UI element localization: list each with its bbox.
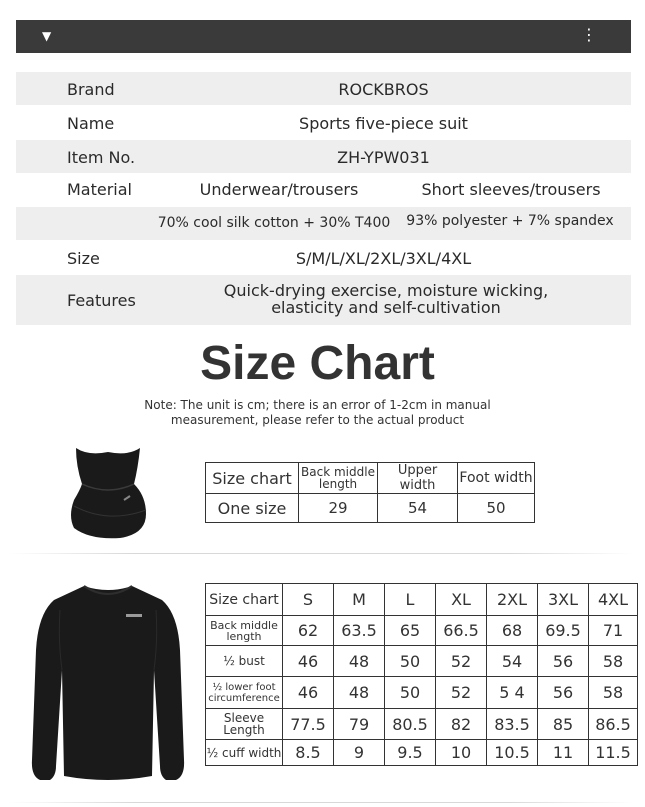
gaiter-header-foot-width: Foot width — [458, 463, 535, 494]
shirt-row-cuff-width — [206, 740, 638, 766]
gaiter-cell: 29 — [299, 494, 378, 523]
spec-row-brand — [16, 72, 631, 105]
spec-label: Name — [67, 114, 115, 133]
shirt-cell: 63.5 — [334, 616, 385, 646]
shirt-cell: 11.5 — [589, 740, 638, 766]
features-line-2: elasticity and self-cultivation — [271, 298, 501, 317]
gaiter-header-back-middle: Back middle length — [299, 463, 378, 494]
material-detail-1: 70% cool silk cotton + 30% T400 — [157, 215, 391, 231]
shirt-row-sleeve-length — [206, 709, 638, 740]
shirt-cell: 62 — [283, 616, 334, 646]
shirt-cell: 69.5 — [538, 616, 589, 646]
material-col-1: Underwear/trousers — [199, 180, 359, 199]
spec-table — [16, 72, 631, 325]
shirt-cell: 80.5 — [385, 709, 436, 740]
shirt-cell: 46 — [283, 677, 334, 709]
note-line-1: Note: The unit is cm; there is an error of 1-2cm in manual — [144, 398, 491, 412]
top-bar — [16, 20, 631, 53]
shirt-cell: 85 — [538, 709, 589, 740]
shirt-cell: 50 — [385, 646, 436, 677]
spec-label: Material — [67, 180, 132, 199]
spec-label: Item No. — [67, 148, 136, 167]
shirt-cell: 9.5 — [385, 740, 436, 766]
spec-label: Size — [67, 249, 100, 268]
shirt-cell: 58 — [589, 646, 638, 677]
shirt-cell: 10 — [436, 740, 487, 766]
shirt-row-bust — [206, 646, 638, 677]
shirt-cell: 52 — [436, 677, 487, 709]
more-menu-icon[interactable]: ⋮ — [581, 25, 597, 44]
gaiter-header-size-chart: Size chart — [206, 463, 299, 494]
spec-label: Brand — [67, 80, 115, 99]
shirt-cell: 5 4 — [487, 677, 538, 709]
material-col-2: Short sleeves/trousers — [421, 180, 601, 199]
shirt-header-size: 2XL — [487, 584, 538, 616]
size-chart-title: Size Chart — [200, 337, 435, 390]
shirt-header-size: 4XL — [589, 584, 638, 616]
caret-down-icon[interactable]: ▼ — [42, 29, 52, 43]
shirt-row-lower-foot — [206, 677, 638, 709]
shirt-cell: 71 — [589, 616, 638, 646]
shirt-cell: 65 — [385, 616, 436, 646]
shirt-cell: 52 — [436, 646, 487, 677]
shirt-size-table — [205, 583, 638, 766]
spec-row-item-no — [16, 140, 631, 173]
shirt-cell: 83.5 — [487, 709, 538, 740]
gaiter-cell: 54 — [378, 494, 458, 523]
shirt-cell: 58 — [589, 677, 638, 709]
shirt-cell: 54 — [487, 646, 538, 677]
shirt-header-size: 3XL — [538, 584, 589, 616]
spec-row-material-detail — [16, 207, 631, 240]
spec-row-name — [16, 105, 631, 140]
shirt-cell: 56 — [538, 677, 589, 709]
bottom-divider — [8, 802, 633, 803]
shirt-cell: 10.5 — [487, 740, 538, 766]
spec-row-size — [16, 240, 631, 275]
section-divider — [8, 553, 633, 554]
spec-value: ZH-YPW031 — [337, 148, 430, 167]
shirt-cell: 68 — [487, 616, 538, 646]
shirt-cell: 77.5 — [283, 709, 334, 740]
shirt-header-size: L — [385, 584, 436, 616]
gaiter-row-label: One size — [206, 494, 299, 523]
shirt-header-size: M — [334, 584, 385, 616]
spec-value: ROCKBROS — [338, 80, 429, 99]
gaiter-header-upper-width: Upper width — [378, 463, 458, 494]
shirt-cell: 50 — [385, 677, 436, 709]
spec-value: S/M/L/XL/2XL/3XL/4XL — [295, 249, 472, 268]
spec-row-features — [16, 275, 631, 325]
shirt-cell: 11 — [538, 740, 589, 766]
shirt-cell: 48 — [334, 677, 385, 709]
shirt-cell: 66.5 — [436, 616, 487, 646]
shirt-cell: 79 — [334, 709, 385, 740]
shirt-header-size-chart: Size chart — [206, 584, 283, 616]
shirt-row-label: Sleeve Length — [206, 709, 283, 740]
gaiter-size-table — [205, 462, 535, 523]
spec-row-material — [16, 173, 631, 207]
size-chart-note — [130, 398, 505, 428]
shirt-header-size: S — [283, 584, 334, 616]
spec-label: Features — [67, 291, 136, 310]
features-line-1: Quick-drying exercise, moisture wicking, — [223, 281, 549, 300]
neck-gaiter-image — [68, 444, 150, 540]
shirt-row-back-middle — [206, 616, 638, 646]
long-sleeve-shirt-image — [28, 580, 188, 785]
gaiter-cell: 50 — [458, 494, 535, 523]
shirt-cell: 9 — [334, 740, 385, 766]
shirt-cell: 82 — [436, 709, 487, 740]
material-detail-2: 93% polyester + 7% spandex — [406, 213, 614, 229]
shirt-row-label: ½ bust — [206, 646, 283, 677]
shirt-cell: 56 — [538, 646, 589, 677]
shirt-header-size: XL — [436, 584, 487, 616]
shirt-row-label: ½ cuff width — [206, 740, 283, 766]
shirt-cell: 86.5 — [589, 709, 638, 740]
spec-value: Sports five-piece suit — [299, 114, 468, 133]
shirt-cell: 48 — [334, 646, 385, 677]
shirt-row-label: Back middle length — [206, 616, 283, 646]
shirt-cell: 8.5 — [283, 740, 334, 766]
shirt-row-label: ½ lower foot circumference — [206, 677, 283, 709]
note-line-2: measurement, please refer to the actual product — [170, 413, 465, 427]
shirt-cell: 46 — [283, 646, 334, 677]
